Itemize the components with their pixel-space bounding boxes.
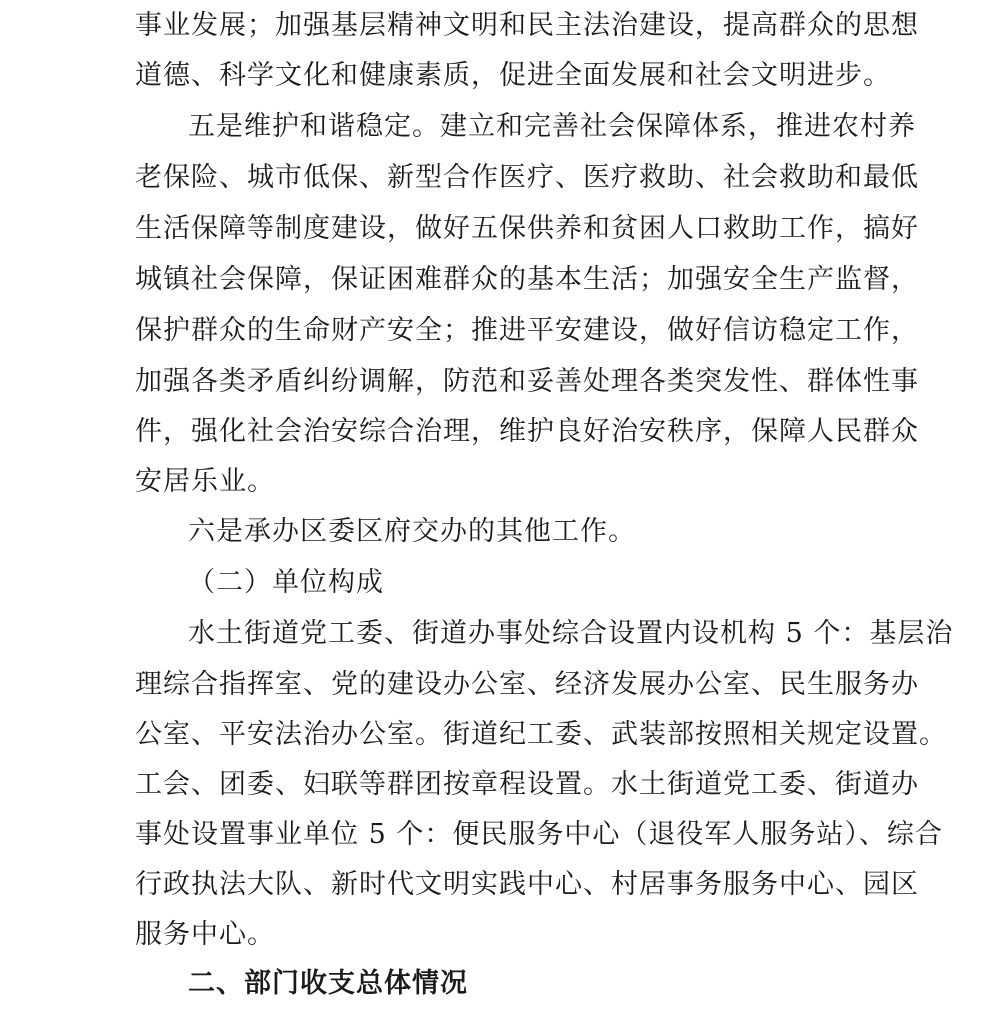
paragraph-line: 生活保障等制度建设，做好五保供养和贫困人口救助工作，搞好: [135, 213, 919, 244]
paragraph-line: 件，强化社会治安综合治理，维护良好治安秩序，保障人民群众: [135, 416, 919, 447]
paragraph-line: 道德、科学文化和健康素质，促进全面发展和社会文明进步。: [135, 60, 891, 91]
paragraph-line: 安居乐业。: [135, 466, 275, 497]
paragraph-line: 五是维护和谐稳定。建立和完善社会保障体系，推进农村养: [188, 111, 916, 142]
paragraph-line: 工会、团委、妇联等群团按章程设置。水土街道党工委、街道办: [135, 769, 919, 800]
paragraph-line: 行政执法大队、新时代文明实践中心、村居事务服务中心、园区: [135, 869, 919, 900]
paragraph-line: 保护群众的生命财产安全；推进平安建设，做好信访稳定工作，: [135, 315, 919, 346]
paragraph-line: 服务中心。: [135, 919, 275, 950]
paragraph-line: 老保险、城市低保、新型合作医疗、医疗救助、社会救助和最低: [135, 162, 919, 193]
section-subheading: （二）单位构成: [188, 567, 384, 598]
paragraph-line: 六是承办区委区府交办的其他工作。: [188, 516, 636, 547]
paragraph-line: 事处设置事业单位 5 个：便民服务中心（退役军人服务站）、综合: [135, 819, 943, 850]
paragraph-line: 水土街道党工委、街道办事处综合设置内设机构 5 个：基层治: [188, 618, 954, 649]
paragraph-line: 加强各类矛盾纠纷调解，防范和妥善处理各类突发性、群体性事: [135, 366, 919, 397]
section-heading: 二、部门收支总体情况: [188, 968, 468, 999]
paragraph-line: 事业发展；加强基层精神文明和民主法治建设，提高群众的思想: [135, 10, 919, 41]
paragraph-line: 理综合指挥室、党的建设办公室、经济发展办公室、民生服务办: [135, 669, 919, 700]
paragraph-line: 城镇社会保障，保证困难群众的基本生活；加强安全生产监督，: [135, 264, 919, 295]
paragraph-line: 公室、平安法治办公室。街道纪工委、武装部按照相关规定设置。: [135, 719, 947, 750]
